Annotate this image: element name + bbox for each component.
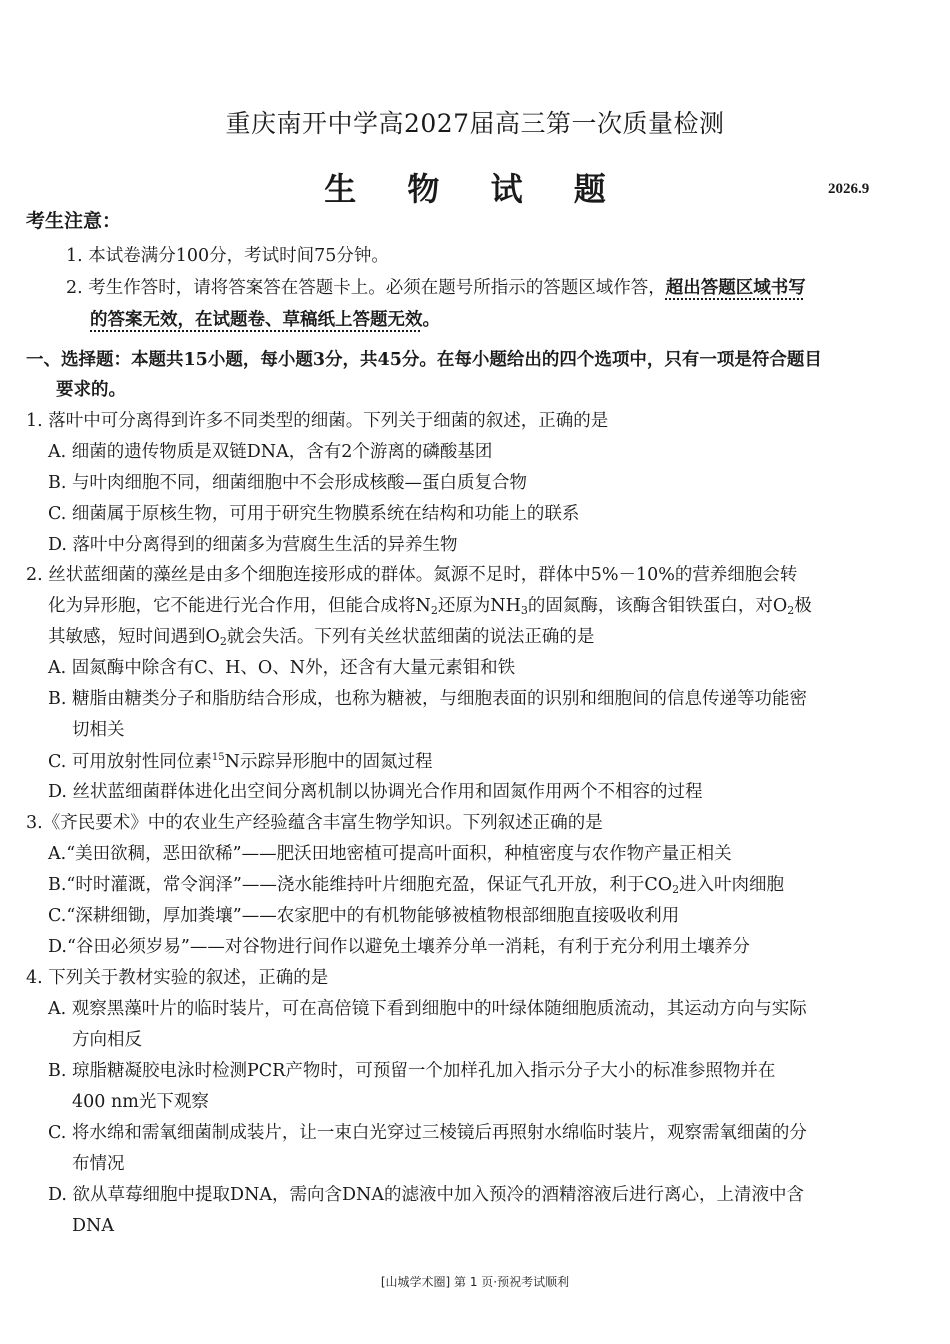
notice-item-2-emphasis-2: 的答案无效，在试题卷、草稿纸上答题无效 bbox=[90, 310, 423, 330]
q4-option-c: C. 将水绵和需氧细菌制成装片，让一束白光穿过三棱镜后再照射水绵临时装片，观察需氧细菌的分 bbox=[48, 1123, 807, 1143]
q2-sub-o2-b: 2 bbox=[219, 635, 227, 648]
q2-stem-line2-a: 化为异形胞，它不能进行光合作用，但能合成将N bbox=[48, 596, 431, 616]
q2-stem-line1: 2. 丝状蓝细菌的藻丝是由多个细胞连接形成的群体。氮源不足时，群体中5%－10%的营养细胞会转 bbox=[26, 565, 798, 585]
q2-option-a: A. 固氮酶中除含有C、H、O、N外，还含有大量元素钼和铁 bbox=[48, 658, 516, 678]
q2-option-c bbox=[48, 753, 432, 772]
q3-stem: 3.《齐民要术》中的农业生产经验蕴含丰富生物学知识。下列叙述正确的是 bbox=[26, 813, 603, 833]
exam-title: 重庆南开中学高2027届高三第一次质量检测 bbox=[225, 109, 725, 138]
q2-stem-line3 bbox=[48, 629, 594, 647]
q2-stem-line3-b: 就会失活。下列有关丝状蓝细菌的说法正确的是 bbox=[226, 627, 595, 647]
q1-option-a: A. 细菌的遗传物质是双链DNA，含有2个游离的磷酸基团 bbox=[48, 442, 493, 462]
notice-item-2-emphasis: 超出答题区域书写 bbox=[665, 278, 806, 298]
q3-option-c: C.“深耕细锄，厚加粪壤”——农家肥中的有机物能够被植物根部细胞直接吸收利用 bbox=[48, 906, 680, 926]
q2-option-c-b: N示踪异形胞中的固氮过程 bbox=[224, 752, 433, 772]
q4-option-b-cont: 400 nm光下观察 bbox=[72, 1092, 209, 1112]
notice-item-2 bbox=[66, 280, 806, 298]
page-footer: [山城学术圈] 第 1 页·预祝考试顺利 bbox=[380, 1275, 570, 1289]
notice-item-2-text: 2. 考生作答时，请将答案答在答题卡上。必须在题号所指示的答题区域作答， bbox=[66, 278, 666, 298]
q2-option-b-cont: 切相关 bbox=[72, 720, 125, 740]
q4-option-a: A. 观察黑藻叶片的临时装片，可在高倍镜下看到细胞中的叶绿体随细胞质流动，其运动方向与实际 bbox=[48, 999, 807, 1019]
q2-sub-o2: 2 bbox=[787, 604, 795, 617]
q2-option-d: D. 丝状蓝细菌群体进化出空间分离机制以协调光合作用和固氮作用两个不相容的过程 bbox=[48, 782, 703, 802]
exam-date: 2026.9 bbox=[828, 181, 870, 197]
section-heading: 一、选择题：本题共15小题，每小题3分，共45分。在每小题给出的四个选项中，只有一项是符合题目 bbox=[26, 350, 822, 370]
q1-option-b: B. 与叶肉细胞不同，细菌细胞中不会形成核酸—蛋白质复合物 bbox=[48, 473, 527, 493]
notice-heading: 考生注意： bbox=[26, 210, 122, 232]
q2-sup-15: 15 bbox=[211, 752, 225, 763]
q2-stem-line2-d: 极 bbox=[794, 596, 812, 616]
q1-option-d: D. 落叶中分离得到的细菌多为营腐生生活的异养生物 bbox=[48, 535, 458, 555]
q1-option-c: C. 细菌属于原核生物，可用于研究生物膜系统在结构和功能上的联系 bbox=[48, 504, 580, 524]
q3-option-a: A.“美田欲稠，恶田欲稀”——肥沃田地密植可提高叶面积，种植密度与农作物产量正相关 bbox=[48, 844, 732, 864]
notice-item-2-cont bbox=[90, 312, 440, 330]
q2-stem-line3-a: 其敏感，短时间遇到O bbox=[48, 627, 220, 647]
q2-sub-n2: 2 bbox=[430, 604, 438, 617]
q4-option-c-cont: 布情况 bbox=[72, 1154, 125, 1174]
notice-item-1: 1. 本试卷满分100分，考试时间75分钟。 bbox=[66, 246, 389, 266]
subject-title: 生 物 试 题 bbox=[324, 170, 626, 208]
q4-stem: 4. 下列关于教材实验的叙述，正确的是 bbox=[26, 968, 329, 988]
q3-option-b bbox=[48, 877, 784, 895]
section-heading-cont: 要求的。 bbox=[56, 380, 126, 400]
q3-sub-co2: 2 bbox=[672, 883, 680, 896]
q2-option-c-a: C. 可用放射性同位素 bbox=[48, 752, 212, 772]
q1-stem: 1. 落叶中可分离得到许多不同类型的细菌。下列关于细菌的叙述，正确的是 bbox=[26, 411, 609, 431]
q3-option-b-a: B.“时时灌溉，常令润泽”——浇水能维持叶片细胞充盈，保证气孔开放，利于CO bbox=[48, 875, 673, 895]
q3-option-d: D.“谷田必须岁易”——对谷物进行间作以避免土壤养分单一消耗，有利于充分利用土壤养分 bbox=[48, 937, 750, 957]
q3-option-b-b: 进入叶肉细胞 bbox=[679, 875, 785, 895]
q4-option-a-cont: 方向相反 bbox=[72, 1030, 142, 1050]
q4-option-d: D. 欲从草莓细胞中提取DNA，需向含DNA的滤液中加入预冷的酒精溶液后进行离心，上清液中含 bbox=[48, 1185, 804, 1205]
q2-stem-line2 bbox=[48, 598, 812, 616]
q4-option-b: B. 琼脂糖凝胶电泳时检测PCR产物时，可预留一个加样孔加入指示分子大小的标准参照物并在 bbox=[48, 1061, 776, 1081]
q4-option-d-cont: DNA bbox=[72, 1216, 114, 1236]
q2-option-b: B. 糖脂由糖类分子和脂肪结合形成，也称为糖被，与细胞表面的识别和细胞间的信息传递等功能密 bbox=[48, 689, 807, 709]
q2-stem-line2-c: 的固氮酶，该酶含钼铁蛋白，对O bbox=[527, 596, 788, 616]
q2-sub-nh3: 3 bbox=[520, 604, 528, 617]
q2-stem-line2-b: 还原为NH bbox=[437, 596, 521, 616]
notice-item-2-end: 。 bbox=[422, 310, 440, 330]
